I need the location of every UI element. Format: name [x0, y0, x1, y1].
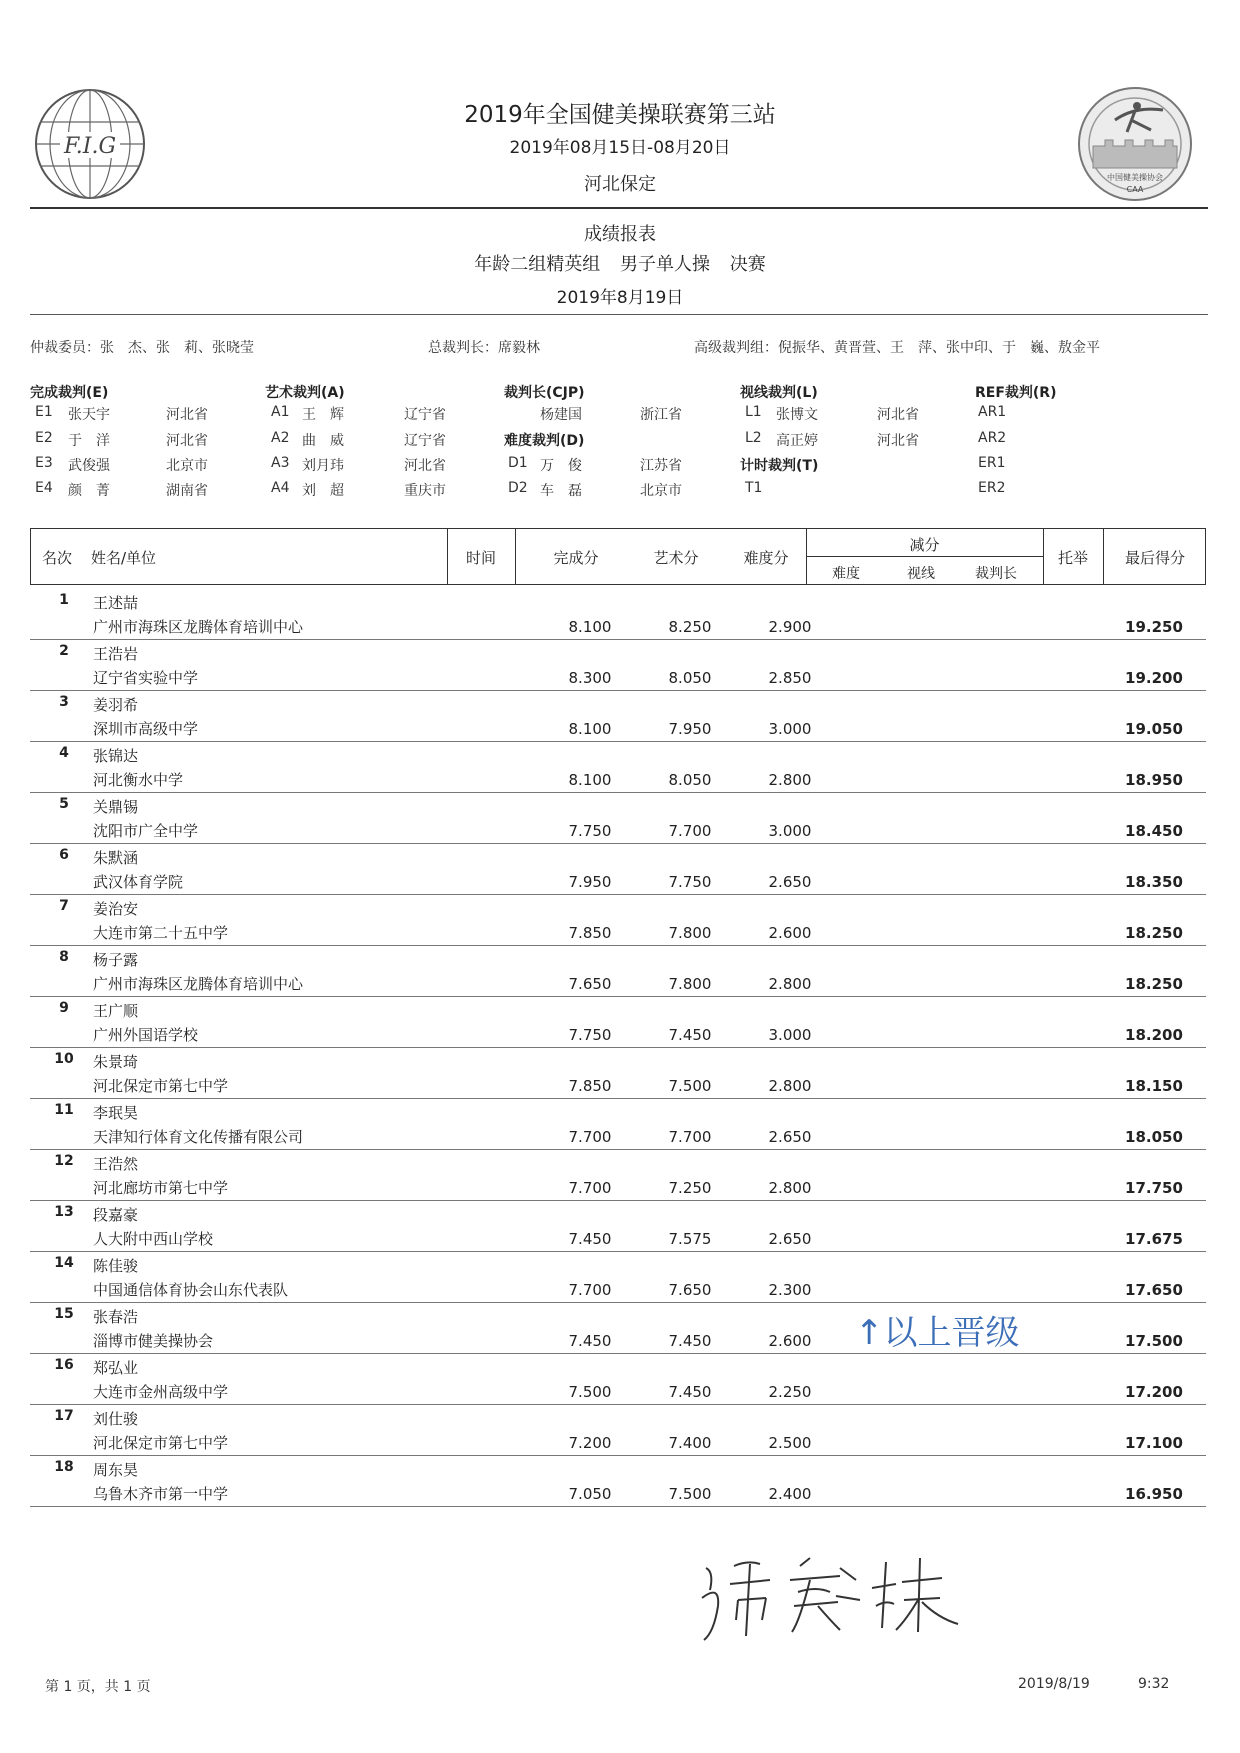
athlete-name: 杨子露: [93, 951, 139, 969]
judge-name: 车 磊: [540, 483, 582, 499]
judge-code: E2: [35, 430, 53, 446]
execution-score: 8.100: [568, 720, 612, 738]
table-row: [30, 945, 1206, 997]
difficulty-score: 2.800: [768, 1179, 812, 1197]
event-dates: 2019年08月15日-08月20日: [509, 138, 731, 158]
final-score: 17.750: [1125, 1179, 1183, 1197]
execution-score: 7.750: [568, 822, 612, 840]
rank-cell: 5: [59, 796, 69, 812]
judge-province: 河北省: [166, 407, 208, 423]
final-score: 19.200: [1125, 669, 1183, 687]
cjp-head: 裁判长(CJP): [504, 385, 585, 401]
execution-score: 7.450: [568, 1332, 612, 1350]
l-judges-head: 视线裁判(L): [740, 385, 818, 401]
table-row: [30, 1404, 1206, 1456]
difficulty-score: 3.000: [768, 822, 812, 840]
execution-score: 7.700: [568, 1179, 612, 1197]
judge-code: D2: [508, 480, 528, 496]
judge-code: AR1: [978, 404, 1007, 420]
athlete-club: 天津知行体育文化传播有限公司: [93, 1128, 304, 1146]
r-judges-head: REF裁判(R): [975, 385, 1057, 401]
athlete-club: 大连市第二十五中学: [93, 924, 229, 942]
report-date: 2019年8月19日: [556, 288, 684, 308]
judge-name: 张博文: [776, 407, 818, 423]
final-score: 18.950: [1125, 771, 1183, 789]
difficulty-score: 2.600: [768, 1332, 812, 1350]
athlete-name: 朱默涵: [93, 849, 139, 867]
table-row: [30, 1098, 1206, 1150]
rank-cell: 12: [54, 1153, 74, 1169]
final-score: 18.350: [1125, 873, 1183, 891]
judge-code: E1: [35, 404, 53, 420]
athlete-name: 王述喆: [93, 594, 139, 612]
execution-score: 7.700: [568, 1128, 612, 1146]
artistry-score: 7.500: [668, 1077, 712, 1095]
judge-code: AR2: [978, 430, 1007, 446]
svg-text:CAA: CAA: [1126, 185, 1144, 194]
judge-name: 王 辉: [302, 407, 344, 423]
table-row: [30, 1200, 1206, 1252]
athlete-club: 广州外国语学校: [93, 1026, 199, 1044]
difficulty-score: 2.800: [768, 1077, 812, 1095]
athlete-club: 河北保定市第七中学: [93, 1077, 229, 1095]
athlete-club: 广州市海珠区龙腾体育培训中心: [93, 618, 304, 636]
col-deductions: 减分: [909, 536, 940, 554]
final-score: 18.450: [1125, 822, 1183, 840]
execution-score: 7.850: [568, 1077, 612, 1095]
table-row: [30, 1047, 1206, 1099]
header-divider: [30, 207, 1208, 209]
athlete-club: 武汉体育学院: [93, 873, 184, 891]
print-time: 9:32: [1138, 1676, 1170, 1692]
final-score: 18.250: [1125, 975, 1183, 993]
rank-cell: 3: [59, 694, 69, 710]
execution-score: 7.650: [568, 975, 612, 993]
difficulty-score: 2.800: [768, 771, 812, 789]
athlete-name: 张锦达: [93, 747, 139, 765]
judge-code: E3: [35, 455, 53, 471]
col-execution: 完成分: [553, 549, 599, 567]
athlete-club: 中国通信体育协会山东代表队: [93, 1281, 289, 1299]
table-row: [30, 1251, 1206, 1303]
artistry-score: 8.050: [668, 771, 712, 789]
difficulty-score: 2.650: [768, 1128, 812, 1146]
final-score: 17.675: [1125, 1230, 1183, 1248]
difficulty-score: 3.000: [768, 720, 812, 738]
rank-cell: 1: [59, 592, 69, 608]
svg-text:F.I.G: F.I.G: [63, 134, 117, 159]
table-row: [30, 639, 1206, 691]
execution-score: 7.500: [568, 1383, 612, 1401]
athlete-name: 王浩然: [93, 1155, 139, 1173]
final-score: 19.050: [1125, 720, 1183, 738]
athlete-name: 刘仕骏: [93, 1410, 139, 1428]
artistry-score: 8.050: [668, 669, 712, 687]
chief-judge: 总裁判长：席毅林: [428, 340, 540, 356]
senior-judges: 高级裁判组：倪振华、黄晋萱、王 萍、张中印、于 巍、敖金平: [694, 340, 1100, 356]
judge-code: A2: [271, 430, 290, 446]
artistry-score: 7.700: [668, 1128, 712, 1146]
judge-province: 河北省: [166, 433, 208, 449]
final-score: 17.650: [1125, 1281, 1183, 1299]
athlete-club: 淄博市健美操协会: [93, 1332, 214, 1350]
judge-province: 北京市: [166, 458, 208, 474]
difficulty-score: 2.400: [768, 1485, 812, 1503]
d-judges-head: 难度裁判(D): [504, 433, 585, 449]
artistry-score: 7.250: [668, 1179, 712, 1197]
table-row: [30, 1353, 1206, 1405]
subheader-divider: [30, 314, 1208, 315]
judge-name: 武俊强: [68, 458, 110, 474]
difficulty-score: 2.900: [768, 618, 812, 636]
table-row: [30, 741, 1206, 793]
artistry-score: 7.750: [668, 873, 712, 891]
artistry-score: 7.800: [668, 975, 712, 993]
table-row: [30, 1302, 1206, 1354]
e-judges-head: 完成裁判(E): [30, 385, 109, 401]
judge-province: 辽宁省: [404, 407, 446, 423]
artistry-score: 7.450: [668, 1026, 712, 1044]
difficulty-score: 2.250: [768, 1383, 812, 1401]
judge-name: 颜 菁: [68, 483, 110, 499]
artistry-score: 7.650: [668, 1281, 712, 1299]
rank-cell: 8: [59, 949, 69, 965]
athlete-club: 大连市金州高级中学: [93, 1383, 229, 1401]
athlete-club: 河北保定市第七中学: [93, 1434, 229, 1452]
table-row: [30, 588, 1206, 640]
up-arrow-icon: ↑: [855, 1313, 884, 1353]
table-row: [30, 1455, 1206, 1507]
final-score: 16.950: [1125, 1485, 1183, 1503]
athlete-name: 张春浩: [93, 1308, 139, 1326]
col-time: 时间: [465, 549, 496, 567]
difficulty-score: 2.300: [768, 1281, 812, 1299]
execution-score: 8.100: [568, 618, 612, 636]
judge-province: 北京市: [640, 483, 682, 499]
athlete-name: 朱景琦: [93, 1053, 139, 1071]
judge-name: 万 俊: [540, 458, 582, 474]
difficulty-score: 2.650: [768, 873, 812, 891]
artistry-score: 7.450: [668, 1332, 712, 1350]
athlete-club: 人大附中西山学校: [93, 1230, 214, 1248]
signature: [690, 1540, 990, 1650]
col-artistry: 艺术分: [653, 549, 699, 567]
judge-name: 曲 威: [302, 433, 344, 449]
judge-name: 于 洋: [68, 433, 110, 449]
artistry-score: 8.250: [668, 618, 712, 636]
judge-province: 河北省: [877, 407, 919, 423]
rank-cell: 7: [59, 898, 69, 914]
judge-name: 杨建国: [540, 407, 582, 423]
artistry-score: 7.575: [668, 1230, 712, 1248]
col-rank: 名次: [41, 549, 72, 567]
judge-code: ER2: [978, 480, 1006, 496]
event-venue: 河北保定: [584, 174, 656, 195]
difficulty-score: 2.600: [768, 924, 812, 942]
rank-cell: 14: [54, 1255, 74, 1271]
judge-code: A3: [271, 455, 290, 471]
judge-name: 张天宇: [68, 407, 110, 423]
col-lift: 托举: [1057, 549, 1088, 567]
final-score: 17.100: [1125, 1434, 1183, 1452]
athlete-name: 王广顺: [93, 1002, 139, 1020]
judge-name: 刘 超: [302, 483, 344, 499]
t-judges-head: 计时裁判(T): [740, 458, 819, 474]
execution-score: 7.700: [568, 1281, 612, 1299]
judge-code: L1: [745, 404, 762, 420]
judge-province: 重庆市: [404, 483, 446, 499]
athlete-name: 李珉昊: [93, 1104, 139, 1122]
final-score: 17.200: [1125, 1383, 1183, 1401]
rank-cell: 9: [59, 1000, 69, 1016]
col-ded-line: 视线: [907, 566, 935, 582]
table-row: [30, 690, 1206, 742]
athlete-name: 姜治安: [93, 900, 139, 918]
judge-province: 浙江省: [640, 407, 682, 423]
artistry-score: 7.700: [668, 822, 712, 840]
athlete-club: 乌鲁木齐市第一中学: [93, 1485, 229, 1503]
judge-code: E4: [35, 480, 53, 496]
execution-score: 7.850: [568, 924, 612, 942]
table-row: [30, 1149, 1206, 1201]
rank-cell: 11: [54, 1102, 74, 1118]
artistry-score: 7.450: [668, 1383, 712, 1401]
col-ded-difficulty: 难度: [832, 566, 860, 582]
athlete-club: 河北廊坊市第七中学: [93, 1179, 229, 1197]
artistry-score: 7.950: [668, 720, 712, 738]
table-row: [30, 843, 1206, 895]
execution-score: 7.750: [568, 1026, 612, 1044]
athlete-club: 广州市海珠区龙腾体育培训中心: [93, 975, 304, 993]
rank-cell: 16: [54, 1357, 74, 1373]
rank-cell: 17: [54, 1408, 74, 1424]
print-date: 2019/8/19: [1018, 1676, 1090, 1692]
results-table-header: [30, 528, 1206, 585]
final-score: 19.250: [1125, 618, 1183, 636]
judge-province: 河北省: [877, 433, 919, 449]
col-final: 最后得分: [1124, 549, 1185, 567]
judge-province: 湖南省: [166, 483, 208, 499]
final-score: 18.200: [1125, 1026, 1183, 1044]
col-ded-chair: 裁判长: [975, 566, 1017, 582]
table-row: [30, 894, 1206, 946]
athlete-name: 关鼎锡: [93, 798, 139, 816]
a-judges-head: 艺术裁判(A): [265, 385, 345, 401]
judge-code: L2: [745, 430, 762, 446]
difficulty-score: 2.650: [768, 1230, 812, 1248]
rank-cell: 13: [54, 1204, 74, 1220]
page-number: 第 1 页，共 1 页: [45, 1679, 151, 1695]
final-score: 18.050: [1125, 1128, 1183, 1146]
athlete-name: 周东昊: [93, 1461, 139, 1479]
difficulty-score: 2.850: [768, 669, 812, 687]
rank-cell: 6: [59, 847, 69, 863]
athlete-name: 王浩岩: [93, 645, 139, 663]
final-score: 18.150: [1125, 1077, 1183, 1095]
page-title: 2019年全国健美操联赛第三站: [464, 102, 776, 128]
final-score: 17.500: [1125, 1332, 1183, 1350]
execution-score: 7.200: [568, 1434, 612, 1452]
judge-code: ER1: [978, 455, 1006, 471]
artistry-score: 7.400: [668, 1434, 712, 1452]
promotion-note: ↑以上晋级: [855, 1313, 1020, 1353]
artistry-score: 7.800: [668, 924, 712, 942]
execution-score: 7.050: [568, 1485, 612, 1503]
svg-text:中国健美操协会: 中国健美操协会: [1107, 173, 1163, 182]
svg-text:席毅林: 席毅林: [690, 1540, 693, 1541]
difficulty-score: 2.800: [768, 975, 812, 993]
judge-name: 刘月玮: [302, 458, 344, 474]
jury-members: 仲裁委员：张 杰、张 莉、张晓莹: [30, 340, 254, 356]
athlete-club: 河北衡水中学: [93, 771, 184, 789]
event-name: 年龄二组精英组 男子单人操 决赛: [474, 254, 766, 275]
athlete-club: 沈阳市广全中学: [93, 822, 199, 840]
judge-name: 高正婷: [776, 433, 818, 449]
report-title: 成绩报表: [584, 224, 656, 245]
judge-province: 河北省: [404, 458, 446, 474]
judge-code: A1: [271, 404, 290, 420]
col-name: 姓名/单位: [91, 549, 157, 567]
judge-code: A4: [271, 480, 290, 496]
athlete-name: 郑弘业: [93, 1359, 139, 1377]
rank-cell: 18: [54, 1459, 74, 1475]
difficulty-score: 2.500: [768, 1434, 812, 1452]
athlete-club: 深圳市高级中学: [93, 720, 199, 738]
judge-code: D1: [508, 455, 528, 471]
col-difficulty: 难度分: [743, 549, 789, 567]
execution-score: 8.100: [568, 771, 612, 789]
athlete-name: 姜羽希: [93, 696, 139, 714]
final-score: 18.250: [1125, 924, 1183, 942]
judge-province: 辽宁省: [404, 433, 446, 449]
execution-score: 7.450: [568, 1230, 612, 1248]
judge-code: T1: [745, 480, 763, 496]
athlete-name: 段嘉豪: [93, 1206, 139, 1224]
rank-cell: 2: [59, 643, 69, 659]
artistry-score: 7.500: [668, 1485, 712, 1503]
table-row: [30, 996, 1206, 1048]
rank-cell: 4: [59, 745, 69, 761]
rank-cell: 15: [54, 1306, 74, 1322]
judge-province: 江苏省: [640, 458, 682, 474]
athlete-name: 陈佳骏: [93, 1257, 139, 1275]
table-row: [30, 792, 1206, 844]
execution-score: 8.300: [568, 669, 612, 687]
rank-cell: 10: [54, 1051, 74, 1067]
difficulty-score: 3.000: [768, 1026, 812, 1044]
execution-score: 7.950: [568, 873, 612, 891]
athlete-club: 辽宁省实验中学: [93, 669, 199, 687]
